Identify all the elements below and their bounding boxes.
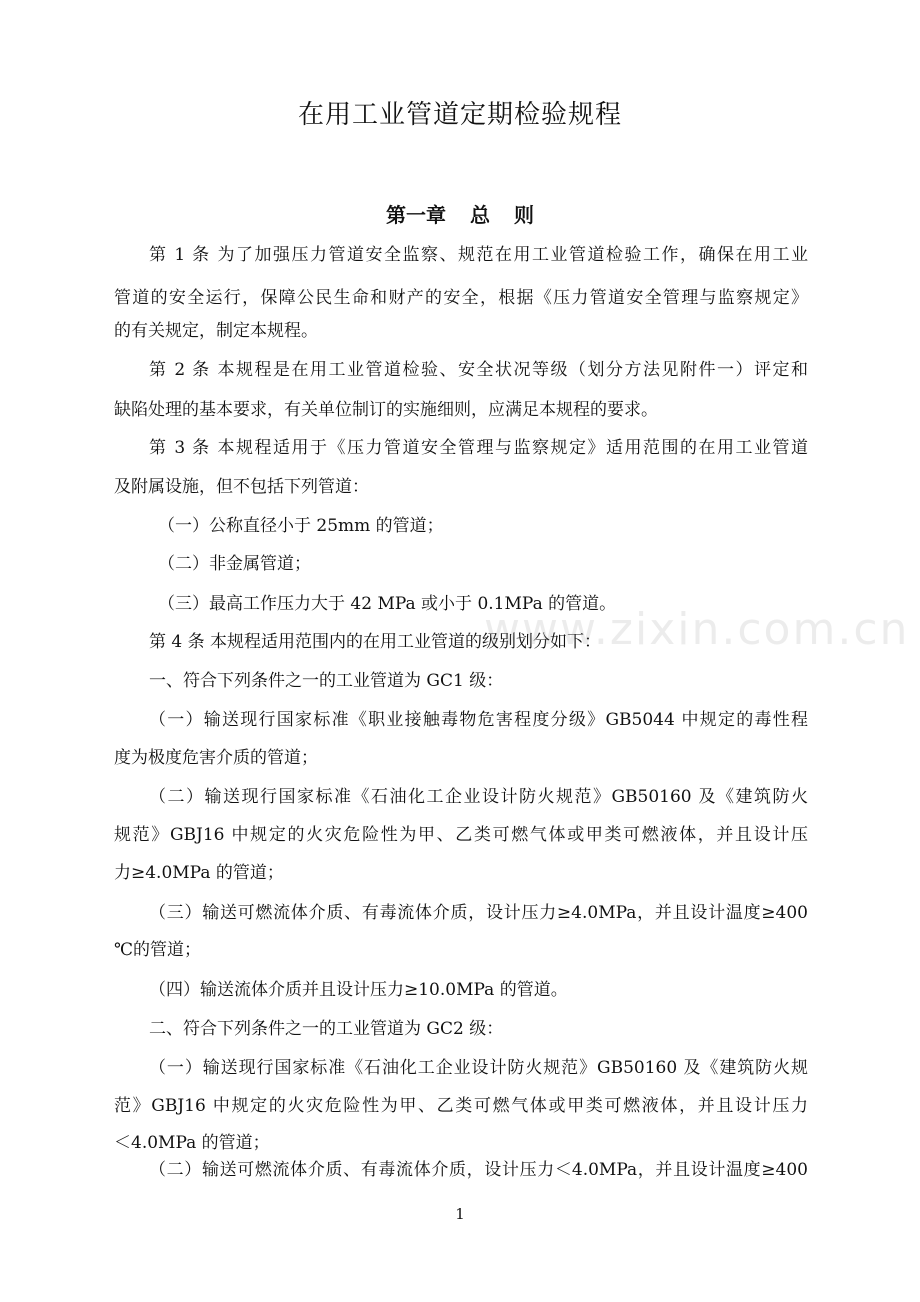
- text-line: （一）公称直径小于 25mm 的管道；: [158, 516, 444, 536]
- text-line: ℃的管道；: [114, 940, 202, 960]
- text-line: 一、符合下列条件之一的工业管道为 GC1 级：: [149, 671, 504, 691]
- text-line: 范》GBJ16 中规定的火灾危险性为甲、乙类可燃气体或甲类可燃液体，并且设计压力: [114, 1096, 808, 1116]
- text-line: 第 3 条 本规程适用于《压力管道安全管理与监察规定》适用范围的在用工业管道: [149, 438, 808, 458]
- text-line: （四）输送流体介质并且设计压力≥10.0MPa 的管道。: [149, 980, 568, 1000]
- text-line: （二）输送现行国家标准《石油化工企业设计防火规范》GB50160 及《建筑防火: [149, 787, 808, 807]
- text-line: 力≥4.0MPa 的管道；: [114, 863, 284, 883]
- text-line: （三）最高工作压力大于 42 MPa 或小于 0.1MPa 的管道。: [158, 594, 617, 614]
- chapter-name-part-1: 总: [470, 203, 490, 227]
- document-title: 在用工业管道定期检验规程: [297, 100, 622, 130]
- text-line: （二）输送可燃流体介质、有毒流体介质，设计压力＜4.0MPa，并且设计温度≥400: [149, 1160, 808, 1180]
- text-line: 度为极度危害介质的管道；: [114, 748, 318, 768]
- text-line: 的有关规定，制定本规程。: [114, 321, 318, 341]
- text-line: 规范》GBJ16 中规定的火灾危险性为甲、乙类可燃气体或甲类可燃液体，并且设计压: [114, 825, 808, 845]
- chapter-label: 第一章: [386, 203, 446, 227]
- page-number: 1: [455, 1205, 465, 1223]
- text-line: 管道的安全运行，保障公民生命和财产的安全，根据《压力管道安全管理与监察规定》: [114, 288, 808, 308]
- text-line: （一）输送现行国家标准《石油化工企业设计防火规范》GB50160 及《建筑防火规: [149, 1058, 808, 1078]
- text-line: 缺陷处理的基本要求，有关单位制订的实施细则，应满足本规程的要求。: [114, 400, 658, 420]
- text-line: 第 1 条 为了加强压力管道安全监察、规范在用工业管道检验工作，确保在用工业: [149, 245, 808, 265]
- text-line: （一）输送现行国家标准《职业接触毒物危害程度分级》GB5044 中规定的毒性程: [149, 710, 808, 730]
- text-line: 第 2 条 本规程是在用工业管道检验、安全状况等级（划分方法见附件一）评定和: [149, 360, 808, 380]
- text-line: （二）非金属管道；: [158, 554, 311, 574]
- text-line: ＜4.0MPa 的管道；: [114, 1133, 270, 1153]
- chapter-name-part-2: 则: [514, 203, 534, 227]
- text-line: 二、符合下列条件之一的工业管道为 GC2 级：: [149, 1019, 504, 1039]
- text-line: 第 4 条 本规程适用范围内的在用工业管道的级别划分如下：: [149, 632, 602, 652]
- text-line: （三）输送可燃流体介质、有毒流体介质，设计压力≥4.0MPa，并且设计温度≥400: [149, 903, 808, 923]
- text-line: 及附属设施，但不包括下列管道：: [114, 477, 369, 497]
- watermark: www.zixin.com.cn: [484, 604, 910, 655]
- chapter-heading: [0, 199, 920, 228]
